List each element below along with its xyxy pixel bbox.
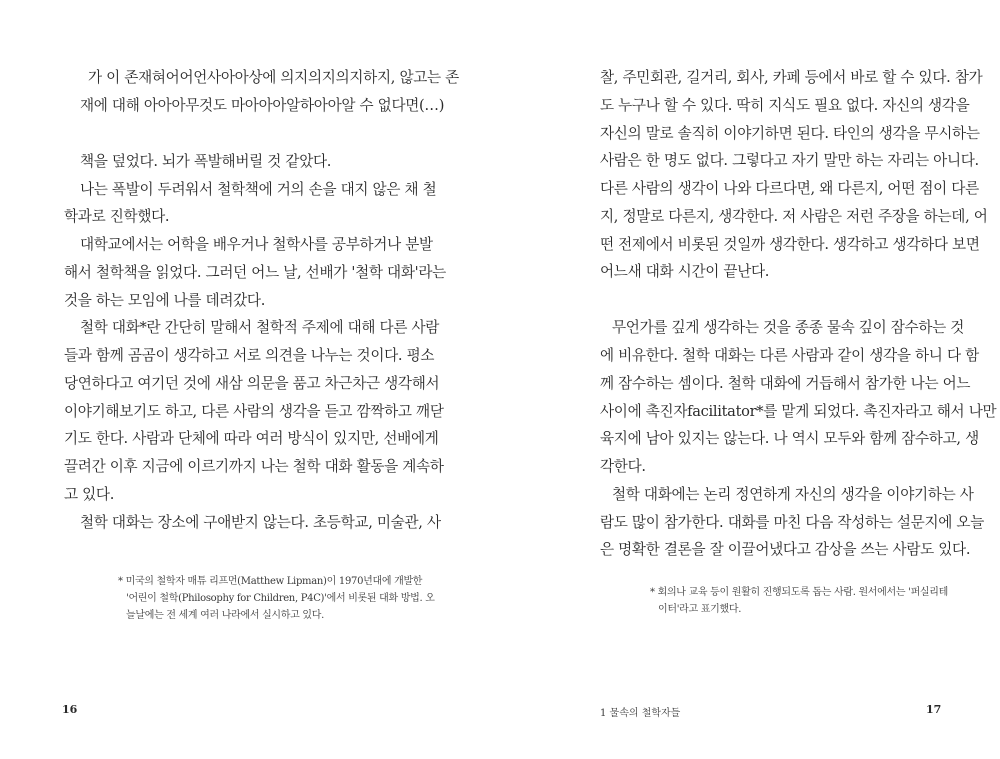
running-header: 1 물속의 철학자들: [600, 708, 681, 719]
body-line: 대학교에서는 어학을 배우거나 철학사를 공부하거나 분발: [80, 236, 433, 253]
body-line: 사람은 한 명도 없다. 그렇다고 자기 말만 하는 자리는 아니다.: [600, 152, 979, 169]
page-number: 17: [926, 703, 942, 716]
body-line: 것을 하는 모임에 나를 데려갔다.: [64, 292, 266, 309]
body-line: 자신의 말로 솔직히 이야기하면 된다. 타인의 생각을 무시하는: [600, 125, 980, 142]
body-line: 책을 덮었다. 뇌가 폭발해버릴 것 같았다.: [80, 153, 332, 170]
footnote-line: 늘날에는 전 세계 여러 나라에서 실시하고 있다.: [126, 610, 324, 621]
body-line: 끌려간 이후 지금에 이르기까지 나는 철학 대화 활동을 계속하: [64, 458, 444, 475]
body-line: 다른 사람의 생각이 나와 다르다면, 왜 다른지, 어떤 점이 다른: [600, 180, 979, 197]
body-line: 람도 많이 참가한다. 대화를 마친 다음 작성하는 설문지에 오늘: [600, 514, 984, 531]
body-line: 고 있다.: [64, 486, 115, 503]
body-line: 당연하다고 여기던 것에 새삼 의문을 품고 차근차근 생각해서: [64, 375, 440, 392]
body-line: 기도 한다. 사람과 단체에 따라 여러 방식이 있지만, 선배에게: [64, 430, 439, 447]
body-line: 어느새 대화 시간이 끝난다.: [600, 263, 770, 280]
body-line: 학과로 진학했다.: [64, 208, 170, 225]
quote-line: 재에 대해 아아아무것도 마아아아알하아아알 수 없다면(…): [80, 97, 445, 114]
body-line: 께 잠수하는 셈이다. 철학 대화에 거듭해서 참가한 나는 어느: [600, 375, 971, 392]
footnote-line: '어린이 철학(Philosophy for Children, P4C)'에서 비롯된 대화 방법. 오: [126, 593, 435, 604]
body-line: 나는 폭발이 두려워서 철학책에 거의 손을 대지 않은 채 철: [80, 181, 437, 198]
page-number: 16: [62, 703, 78, 716]
body-line: 이야기해보기도 하고, 다른 사람의 생각을 듣고 깜짝하고 깨닫: [64, 403, 444, 420]
body-line: 지, 정말로 다른지, 생각한다. 저 사람은 저런 주장을 하는데, 어: [600, 208, 988, 225]
footnote-line: 이터'라고 표기했다.: [658, 604, 742, 615]
quote-line: 가 이 존재혀어어언사아아상에 의지의지의지하지, 않고는 존: [88, 69, 459, 86]
body-line: 해서 철학책을 읽었다. 그러던 어느 날, 선배가 '철학 대화'라는: [64, 264, 446, 281]
body-line: 들과 함께 곰곰이 생각하고 서로 의견을 나누는 것이다. 평소: [64, 347, 435, 364]
body-line: 은 명확한 결론을 잘 이끌어냈다고 감상을 쓰는 사람도 있다.: [600, 541, 971, 558]
body-line: 찰, 주민회관, 길거리, 회사, 카페 등에서 바로 할 수 있다. 참가: [600, 69, 983, 86]
body-line: 떤 전제에서 비롯된 것일까 생각한다. 생각하고 생각하다 보면: [600, 236, 980, 253]
body-line: 철학 대화*란 간단히 말해서 철학적 주제에 대해 다른 사람: [80, 319, 440, 336]
body-line: 각한다.: [600, 458, 646, 475]
body-line: 철학 대화에는 논리 정연하게 자신의 생각을 이야기하는 사: [612, 486, 974, 503]
body-line: 사이에 촉진자facilitator*를 맡게 되었다. 촉진자라고 해서 나만: [600, 403, 997, 420]
footnote-line: * 미국의 철학자 매튜 리프먼(Matthew Lipman)이 1970년대에 개발한: [118, 576, 423, 587]
body-line: 에 비유한다. 철학 대화는 다른 사람과 같이 생각을 하니 다 함: [600, 347, 979, 364]
right-page: [500, 0, 1000, 759]
footnote-line: * 회의나 교육 등이 원활히 진행되도록 돕는 사람. 원서에서는 '퍼실리테: [650, 587, 949, 598]
body-line: 도 누구나 할 수 있다. 딱히 지식도 필요 없다. 자신의 생각을: [600, 97, 970, 114]
body-line: 철학 대화는 장소에 구애받지 않는다. 초등학교, 미술관, 사: [80, 514, 441, 531]
body-line: 무언가를 깊게 생각하는 것을 종종 물속 깊이 잠수하는 것: [612, 319, 965, 336]
body-line: 육지에 남아 있지는 않는다. 나 역시 모두와 함께 잠수하고, 생: [600, 430, 979, 447]
